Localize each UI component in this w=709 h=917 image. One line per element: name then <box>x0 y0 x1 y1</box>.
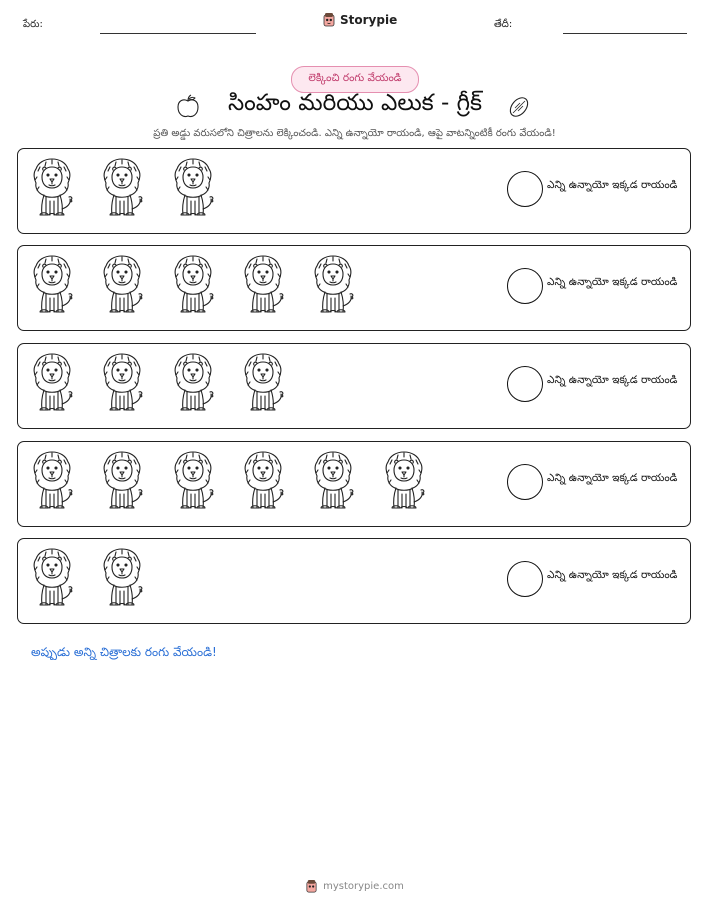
storypie-mascot-icon <box>305 879 318 894</box>
lion-icon <box>310 450 356 512</box>
lion-icon <box>99 157 145 219</box>
lion-icon <box>29 547 75 609</box>
counting-row <box>17 343 691 429</box>
counting-row <box>17 538 691 624</box>
answer-label: ఎన్ని ఉన్నాయో ఇక్కడ రాయండి <box>547 276 678 288</box>
title-row <box>0 90 709 122</box>
lion-icon <box>99 450 145 512</box>
lion-icon <box>99 352 145 414</box>
lion-icon <box>99 254 145 316</box>
lion-icon <box>310 254 356 316</box>
page-title: సింహం మరియు ఎలుక - గ్రీక్ <box>227 90 483 116</box>
activity-badge: లెక్కించి రంగు వేయండి <box>291 66 419 93</box>
instructions-text: ప్రతి అడ్డు వరుసలోని చిత్రాలను లెక్కించండి. ఎన్ని ఉన్నాయో రాయండి, ఆపై వాటన్నింటికీ రంగు వేయండి! <box>153 128 556 139</box>
date-label: తేదీ: <box>494 19 513 30</box>
answer-circle[interactable] <box>507 171 543 207</box>
lion-icon <box>170 352 216 414</box>
counting-row <box>17 148 691 234</box>
lion-icon <box>170 450 216 512</box>
answer-label: ఎన్ని ఉన్నాయో ఇక్కడ రాయండి <box>547 179 678 191</box>
answer-label: ఎన్ని ఉన్నాయో ఇక్కడ రాయండి <box>547 472 678 484</box>
lion-icon <box>381 450 427 512</box>
lion-icon <box>240 352 286 414</box>
counting-row <box>17 245 691 331</box>
answer-circle[interactable] <box>507 561 543 597</box>
lion-icon <box>29 157 75 219</box>
answer-label: ఎన్ని ఉన్నాయో ఇక్కడ రాయండి <box>547 569 678 581</box>
counting-row <box>17 441 691 527</box>
answer-label: ఎన్ని ఉన్నాయో ఇక్కడ రాయండి <box>547 374 678 386</box>
name-label: పేరు: <box>23 19 43 30</box>
lion-icon <box>29 450 75 512</box>
lion-icon <box>99 547 145 609</box>
name-line <box>100 33 256 34</box>
lion-icon <box>240 254 286 316</box>
brand-name: Storypie <box>340 13 398 27</box>
lion-icon <box>170 157 216 219</box>
brand-logo <box>322 12 397 28</box>
footer-url: mystorypie.com <box>323 881 404 892</box>
storypie-mascot-icon <box>322 12 336 28</box>
lion-icon <box>240 450 286 512</box>
date-line <box>563 33 687 34</box>
worksheet-header <box>0 0 709 50</box>
lion-icon <box>29 254 75 316</box>
answer-circle[interactable] <box>507 268 543 304</box>
lion-icon <box>29 352 75 414</box>
seed-icon <box>507 95 531 119</box>
answer-circle[interactable] <box>507 366 543 402</box>
lion-icon <box>170 254 216 316</box>
footer-brand <box>0 879 709 894</box>
apple-icon <box>176 94 200 120</box>
footer-instruction: అప్పుడు అన్ని చిత్రాలకు రంగు వేయండి! <box>31 645 217 659</box>
answer-circle[interactable] <box>507 464 543 500</box>
